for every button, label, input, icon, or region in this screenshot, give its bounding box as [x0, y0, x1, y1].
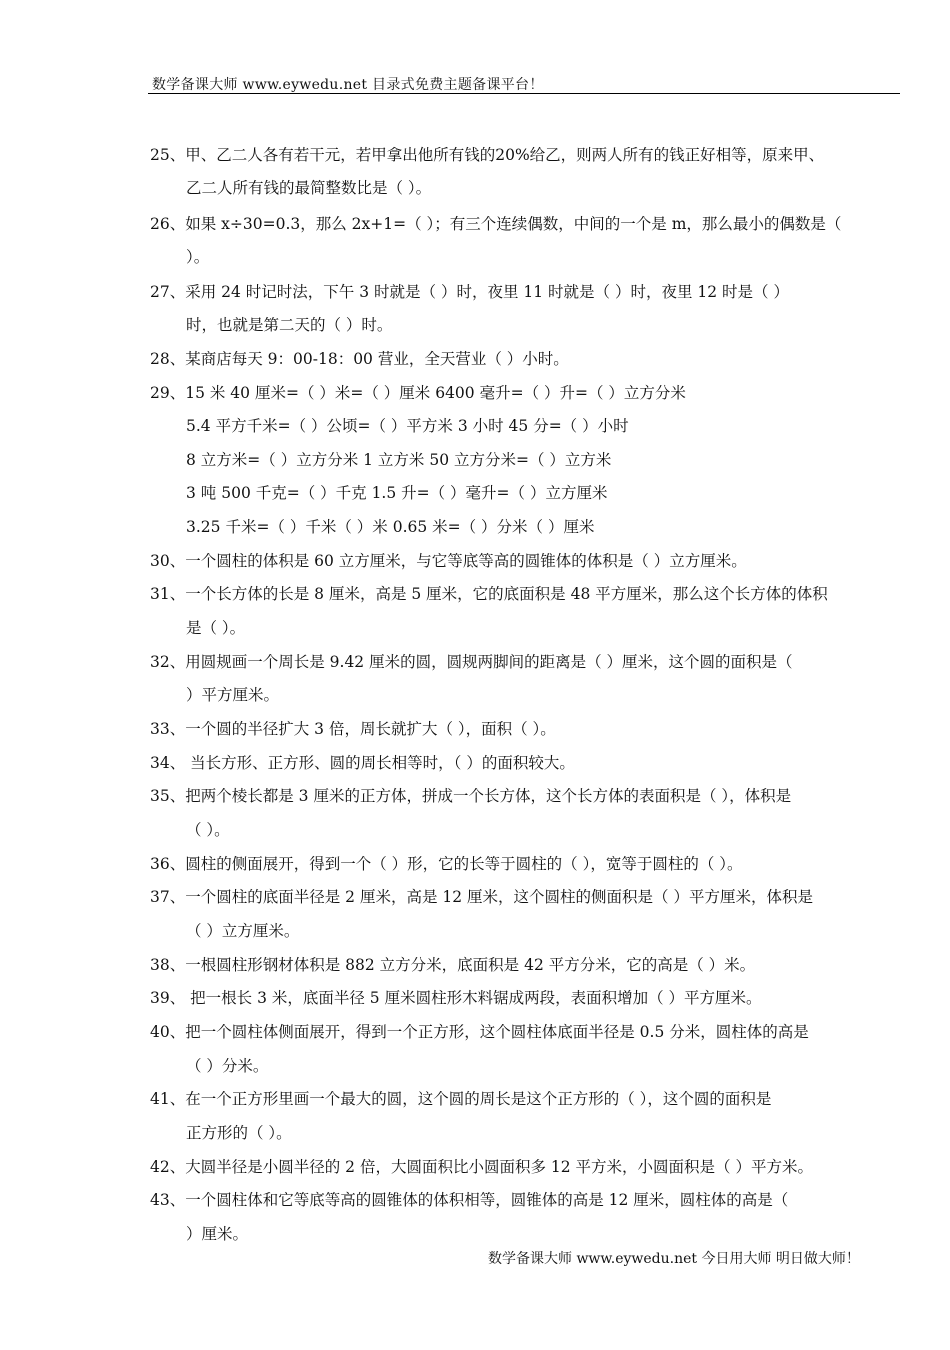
- question-line: ）厘米。: [186, 1225, 249, 1243]
- page-footer: 数学备课大师 www.eywedu.net 今日用大师 明日做大师！: [488, 1251, 860, 1267]
- question-line: 42、大圆半径是小圆半径的 2 倍，大圆面积比小圆面积多 12 平方米，小圆面积是（ ）平方米。: [150, 1158, 813, 1176]
- page-header: 数学备课大师 www.eywedu.net 目录式免费主题备课平台！: [152, 77, 544, 93]
- question-line: 40、把一个圆柱体侧面展开，得到一个正方形，这个圆柱体底面半径是 0.5 分米，圆柱体的高是: [150, 1023, 809, 1041]
- question-line: （ ）立方厘米。: [186, 922, 300, 940]
- question-line: 36、圆柱的侧面展开，得到一个（ ）形，它的长等于圆柱的（ ），宽等于圆柱的（ ）。: [150, 855, 743, 873]
- question-line: 39、 把一根长 3 米，底面半径 5 厘米圆柱形木料锯成两段，表面积增加（ ）平方厘米。: [150, 989, 762, 1007]
- question-line: 41、在一个正方形里画一个最大的圆，这个圆的周长是这个正方形的（ ），这个圆的面积是: [150, 1090, 772, 1108]
- question-line: （ ）分米。: [186, 1057, 269, 1075]
- question-line: 33、一个圆的半径扩大 3 倍，周长就扩大（ ），面积（ ）。: [150, 720, 556, 738]
- question-line: 正方形的（ ）。: [186, 1124, 292, 1142]
- question-line: 乙二人所有钱的最简整数比是（ ）。: [186, 179, 432, 197]
- question-line: 29、15 米 40 厘米=（ ）米=（ ）厘米 6400 毫升=（ ）升=（ ）立方分米: [150, 384, 686, 402]
- question-line: 35、把两个棱长都是 3 厘米的正方体，拼成一个长方体，这个长方体的表面积是（ ），体积是: [150, 787, 792, 805]
- question-line: 34、 当长方形、正方形、圆的周长相等时，（ ）的面积较大。: [150, 754, 575, 772]
- question-line: 27、采用 24 时记时法，下午 3 时就是（ ）时，夜里 11 时就是（ ）时，夜里 12 时是（ ）: [150, 283, 789, 301]
- question-line: 8 立方米=（ ）立方分米 1 立方米 50 立方分米=（ ）立方米: [186, 451, 612, 469]
- question-line: （ ）。: [186, 821, 230, 839]
- question-line: 30、一个圆柱的体积是 60 立方厘米，与它等底等高的圆锥体的体积是（ ）立方厘米。: [150, 552, 747, 570]
- question-line: 5.4 平方千米=（ ）公顷=（ ）平方米 3 小时 45 分=（ ）小时: [186, 417, 629, 435]
- question-line: 3 吨 500 千克=（ ）千克 1.5 升=（ ）毫升=（ ）立方厘米: [186, 484, 608, 502]
- question-line: 26、如果 x÷30=0.3，那么 2x+1=（ ）；有三个连续偶数，中间的一个是 m，那么最小的偶数是（: [150, 215, 842, 233]
- question-line: 32、用圆规画一个周长是 9.42 厘米的圆，圆规两脚间的距离是（ ）厘米，这个圆的面积是（: [150, 653, 793, 671]
- header-divider: [148, 93, 900, 94]
- question-line: 43、一个圆柱体和它等底等高的圆锥体的体积相等，圆锥体的高是 12 厘米，圆柱体的高是（: [150, 1191, 789, 1209]
- question-line: 38、一根圆柱形钢材体积是 882 立方分米，底面积是 42 平方分米，它的高是（ ）米。: [150, 956, 756, 974]
- question-line: 是（ ）。: [186, 619, 246, 637]
- question-line: 31、一个长方体的长是 8 厘米，高是 5 厘米，它的底面积是 48 平方厘米，那么这个长方体的体积: [150, 585, 828, 603]
- question-line: ）。: [186, 248, 210, 266]
- question-line: 37、一个圆柱的底面半径是 2 厘米，高是 12 厘米，这个圆柱的侧面积是（ ）平方厘米，体积是: [150, 888, 813, 906]
- question-line: 时，也就是第二天的（ ）时。: [186, 316, 393, 334]
- question-line: 25、甲、乙二人各有若干元，若甲拿出他所有钱的20%给乙，则两人所有的钱正好相等，原来甲、: [150, 146, 825, 164]
- question-line: 3.25 千米=（ ）千米（ ）米 0.65 米=（ ）分米（ ）厘米: [186, 518, 595, 536]
- question-line: 28、某商店每天 9：00-18：00 营业，全天营业（ ）小时。: [150, 350, 569, 368]
- question-line: ）平方厘米。: [186, 686, 280, 704]
